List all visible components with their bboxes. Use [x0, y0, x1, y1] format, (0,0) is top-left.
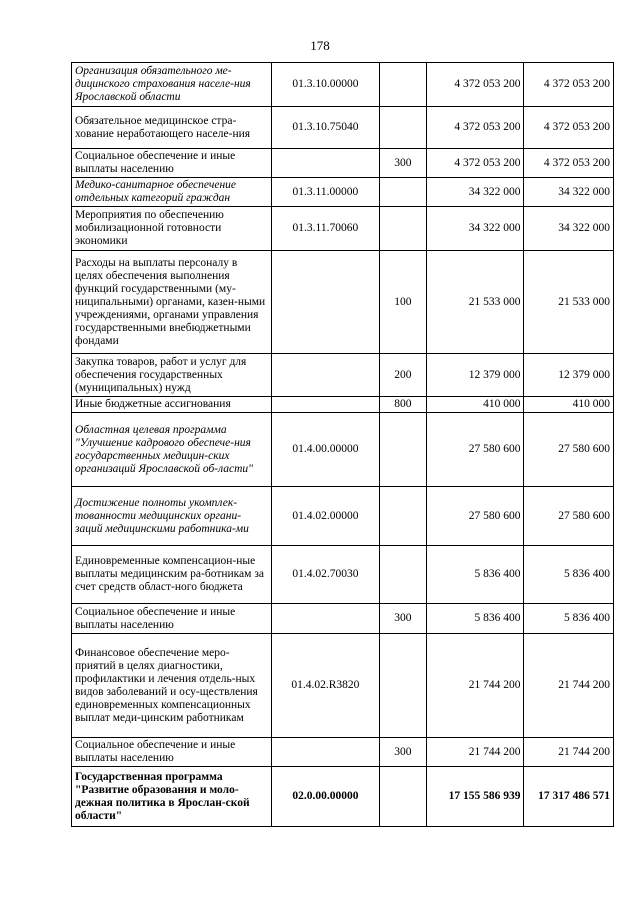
- row-code-cell: 01.3.11.00000: [272, 178, 380, 207]
- row-amount-1-cell: 34 322 000: [426, 207, 524, 251]
- row-name-cell: Медико-санитарное обеспечение отдельных категорий граждан: [72, 178, 272, 207]
- row-code-cell: 02.0.00.00000: [272, 767, 380, 827]
- row-amount-1-cell: 21 744 200: [426, 634, 524, 738]
- row-name-cell: Закупка товаров, работ и услуг для обеспечения государственных (муниципальных) нужд: [72, 354, 272, 397]
- row-amount-2-cell: 4 372 053 200: [524, 107, 614, 149]
- row-name-cell: Достижение полноты укомплек-тованности медицинских органи-заций медицинскими работника-ми: [72, 487, 272, 546]
- table-row: [72, 738, 614, 767]
- row-name-cell: Социальное обеспечение и иные выплаты населению: [72, 604, 272, 634]
- row-amount-1-cell: 27 580 600: [426, 487, 524, 546]
- table-row: [72, 107, 614, 149]
- row-type-cell: [379, 107, 426, 149]
- row-amount-2-cell: 34 322 000: [524, 178, 614, 207]
- row-type-cell: 300: [379, 149, 426, 178]
- row-name-cell: Единовременные компенсацион-ные выплаты медицинским ра-ботникам за счет средств област-ного бюджета: [72, 546, 272, 604]
- table-row: [72, 634, 614, 738]
- row-amount-1-cell: 21 533 000: [426, 251, 524, 354]
- table-row: [72, 63, 614, 107]
- row-type-cell: [379, 63, 426, 107]
- row-type-cell: 300: [379, 604, 426, 634]
- table-row: [72, 354, 614, 397]
- row-amount-2-cell: 34 322 000: [524, 207, 614, 251]
- row-type-cell: 800: [379, 397, 426, 413]
- row-type-cell: [379, 413, 426, 487]
- row-amount-1-cell: 5 836 400: [426, 604, 524, 634]
- table-row: [72, 251, 614, 354]
- row-amount-1-cell: 4 372 053 200: [426, 149, 524, 178]
- table-row: [72, 178, 614, 207]
- table-row: [72, 149, 614, 178]
- row-type-cell: [379, 634, 426, 738]
- row-name-cell: Расходы на выплаты персоналу в целях обеспечения выполнения функций государственными (му-ниципальными) органами, казен-ными учреждениями, органами управления государственными внебюджетными фондами: [72, 251, 272, 354]
- table-row: [72, 413, 614, 487]
- row-type-cell: [379, 767, 426, 827]
- row-code-cell: 01.3.10.00000: [272, 63, 380, 107]
- budget-table-body: [72, 63, 614, 827]
- table-row: [72, 207, 614, 251]
- row-type-cell: [379, 178, 426, 207]
- row-code-cell: 01.3.10.75040: [272, 107, 380, 149]
- row-code-cell: 01.4.02.R3820: [272, 634, 380, 738]
- row-code-cell: [272, 149, 380, 178]
- row-type-cell: 100: [379, 251, 426, 354]
- row-amount-2-cell: 21 744 200: [524, 738, 614, 767]
- row-name-cell: Мероприятия по обеспечению мобилизационной готовности экономики: [72, 207, 272, 251]
- row-amount-2-cell: 21 744 200: [524, 634, 614, 738]
- row-code-cell: 01.4.02.00000: [272, 487, 380, 546]
- row-amount-2-cell: 27 580 600: [524, 413, 614, 487]
- row-name-cell: Финансовое обеспечение меро-приятий в целях диагностики, профилактики и лечения отдель-ных видов заболеваний и осу-ществления единовременных компенсационных выплат меди-цинским работникам: [72, 634, 272, 738]
- row-amount-1-cell: 12 379 000: [426, 354, 524, 397]
- row-code-cell: 01.4.00.00000: [272, 413, 380, 487]
- row-amount-1-cell: 410 000: [426, 397, 524, 413]
- row-amount-2-cell: 5 836 400: [524, 546, 614, 604]
- row-code-cell: [272, 604, 380, 634]
- row-amount-1-cell: 4 372 053 200: [426, 107, 524, 149]
- row-code-cell: [272, 251, 380, 354]
- row-amount-1-cell: 17 155 586 939: [426, 767, 524, 827]
- row-amount-2-cell: 4 372 053 200: [524, 149, 614, 178]
- row-amount-1-cell: 21 744 200: [426, 738, 524, 767]
- table-row: [72, 487, 614, 546]
- row-type-cell: 200: [379, 354, 426, 397]
- row-type-cell: [379, 207, 426, 251]
- row-amount-2-cell: 410 000: [524, 397, 614, 413]
- budget-table: [71, 62, 614, 827]
- table-row: [72, 604, 614, 634]
- row-amount-1-cell: 27 580 600: [426, 413, 524, 487]
- row-name-cell: Областная целевая программа "Улучшение кадрового обеспече-ния государственных медицин-ских организаций Ярославской об-ласти": [72, 413, 272, 487]
- row-type-cell: 300: [379, 738, 426, 767]
- row-amount-2-cell: 12 379 000: [524, 354, 614, 397]
- row-code-cell: 01.4.02.70030: [272, 546, 380, 604]
- row-amount-1-cell: 4 372 053 200: [426, 63, 524, 107]
- row-amount-2-cell: 27 580 600: [524, 487, 614, 546]
- row-type-cell: [379, 487, 426, 546]
- row-name-cell: Государственная программа "Развитие образования и моло-дежная политика в Ярослан-ской области": [72, 767, 272, 827]
- row-type-cell: [379, 546, 426, 604]
- page-number: 178: [310, 38, 330, 53]
- row-name-cell: Социальное обеспечение и иные выплаты населению: [72, 738, 272, 767]
- row-code-cell: [272, 354, 380, 397]
- row-amount-2-cell: 17 317 486 571: [524, 767, 614, 827]
- row-name-cell: Организация обязательного ме-дицинского страхования населе-ния Ярославской области: [72, 63, 272, 107]
- table-row: [72, 546, 614, 604]
- table-row: [72, 397, 614, 413]
- row-amount-2-cell: 4 372 053 200: [524, 63, 614, 107]
- row-code-cell: 01.3.11.70060: [272, 207, 380, 251]
- row-name-cell: Иные бюджетные ассигнования: [72, 397, 272, 413]
- row-name-cell: Социальное обеспечение и иные выплаты населению: [72, 149, 272, 178]
- row-amount-1-cell: 34 322 000: [426, 178, 524, 207]
- row-code-cell: [272, 738, 380, 767]
- row-code-cell: [272, 397, 380, 413]
- table-row: [72, 767, 614, 827]
- row-name-cell: Обязательное медицинское стра-хование неработающего населе-ния: [72, 107, 272, 149]
- row-amount-1-cell: 5 836 400: [426, 546, 524, 604]
- row-amount-2-cell: 5 836 400: [524, 604, 614, 634]
- row-amount-2-cell: 21 533 000: [524, 251, 614, 354]
